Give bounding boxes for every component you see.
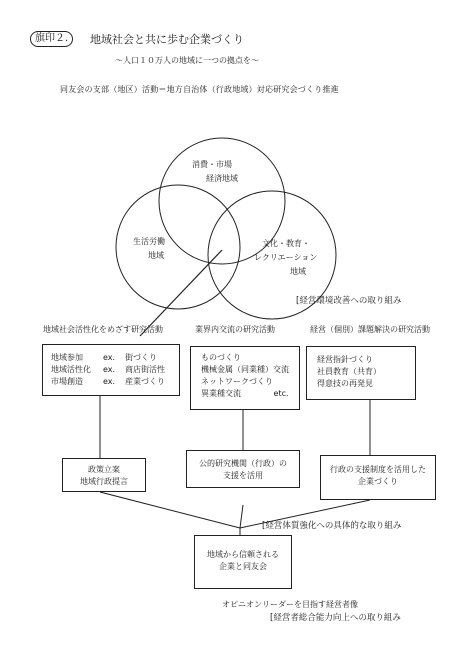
support-right-line1: 行政の支援制度を活用した bbox=[330, 465, 426, 474]
activity-item: 産業づくり bbox=[125, 377, 165, 386]
section-label-structure: [経営体質強化への具体的な取り組み bbox=[262, 521, 402, 531]
venn-top-line2: 経済地域 bbox=[206, 174, 238, 183]
activity-term: 地域参加 bbox=[51, 353, 83, 362]
activity-ex: ex. bbox=[103, 365, 116, 374]
activity-row bbox=[51, 352, 179, 364]
activity-row bbox=[51, 364, 179, 376]
activity-right-line2: 社員教育（共育） bbox=[317, 367, 381, 376]
activity-right-line3: 得意技の再発見 bbox=[317, 379, 373, 388]
column-heading-right: 経営（個別）課題解決の研究活動 bbox=[310, 325, 430, 334]
flag-label: 旗印２. bbox=[30, 31, 73, 47]
activity-mid-line1: ものづくり bbox=[201, 353, 241, 362]
section-label-environment: [経営環境改善への取り組み bbox=[296, 296, 402, 306]
support-box-mid bbox=[186, 450, 300, 488]
converge-mid bbox=[240, 505, 243, 528]
support-box-right bbox=[320, 455, 436, 500]
activity-box-mid bbox=[190, 346, 300, 410]
leader-text: オピニオンリーダーを目指す経営者像 bbox=[222, 600, 358, 609]
activity-mid-line3: ネットワークづくり bbox=[201, 377, 273, 386]
activity-mid-line4-text: 異業種交流 bbox=[201, 389, 241, 398]
activity-mid-line2: 機械金属（同業種）交流 bbox=[201, 365, 289, 374]
policy-statement: 同友会の支部（地区）活動＝地方自治体（行政地域）対応研究会づくり推進 bbox=[60, 85, 339, 94]
venn-pointer-line bbox=[140, 250, 222, 336]
activity-right-line1: 経営指針づくり bbox=[317, 355, 373, 364]
goal-line2: 企業と同友会 bbox=[219, 562, 267, 571]
column-heading-left: 地域社会活性化をめざす研究活動 bbox=[43, 325, 163, 334]
page-subtitle: ～人口１０万人の地域に一つの拠点を～ bbox=[115, 56, 259, 65]
activity-box-left bbox=[42, 344, 180, 396]
support-box-left bbox=[62, 458, 146, 492]
goal-box bbox=[194, 535, 292, 589]
activity-mid-etc: etc. bbox=[273, 389, 289, 398]
venn-right-line2: レクリエーション bbox=[254, 253, 318, 262]
venn-circle-left bbox=[116, 185, 240, 309]
page-title: 地域社会と共に歩む企業づくり bbox=[90, 33, 244, 46]
support-left-line2: 地域行政提言 bbox=[80, 477, 128, 486]
goal-line1: 地域から信頼される bbox=[207, 550, 279, 559]
column-heading-mid: 業界内交流の研究活動 bbox=[195, 325, 275, 334]
venn-left-line1: 生活労働 bbox=[133, 237, 165, 246]
support-mid-line2: 支援を活用 bbox=[223, 471, 263, 480]
activity-row bbox=[51, 376, 179, 388]
activity-mid-line4 bbox=[201, 388, 299, 400]
venn-top-line1: 消費・市場 bbox=[192, 160, 232, 169]
activity-term: 市場創造 bbox=[51, 377, 83, 386]
support-right-line2: 企業づくり bbox=[358, 477, 398, 486]
converge-left bbox=[100, 492, 240, 528]
venn-right-line1: 文化・教育・ bbox=[262, 239, 310, 248]
section-label-ability: [経営者総合能力向上への取り組み bbox=[270, 613, 401, 623]
activity-ex: ex. bbox=[103, 377, 116, 386]
support-left-line1: 政策立案 bbox=[88, 465, 120, 474]
activity-ex: ex. bbox=[103, 353, 116, 362]
activity-item: 商店街活性 bbox=[125, 365, 165, 374]
support-mid-line1: 公的研究機関（行政）の bbox=[199, 459, 287, 468]
activity-term: 地域活性化 bbox=[51, 365, 91, 374]
activity-box-right bbox=[306, 346, 416, 400]
activity-item: 街づくり bbox=[125, 353, 157, 362]
venn-right-line3: 地域 bbox=[290, 267, 306, 276]
venn-left-line2: 地域 bbox=[148, 251, 164, 260]
